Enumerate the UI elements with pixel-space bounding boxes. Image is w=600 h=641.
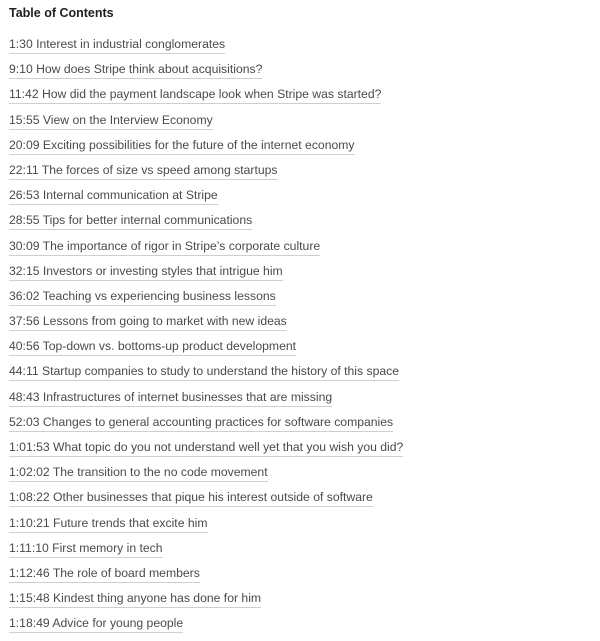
toc-link[interactable]: 11:42 How did the payment landscape look when Stripe was started? [9,87,381,104]
toc-item [9,338,591,363]
toc-link[interactable]: 9:10 How does Stripe think about acquisitions? [9,62,262,79]
toc-link[interactable]: 1:01:53 What topic do you not understand well yet that you wish you did? [9,440,403,457]
toc-link[interactable]: 37:56 Lessons from going to market with new ideas [9,314,287,331]
toc-item [9,615,591,640]
toc-item [9,187,591,212]
toc-link[interactable]: 30:09 The importance of rigor in Stripe’s corporate culture [9,239,320,256]
toc-item [9,86,591,111]
toc-link[interactable]: 32:15 Investors or investing styles that intrigue him [9,264,283,281]
toc-link[interactable]: 52:03 Changes to general accounting practices for software companies [9,415,393,432]
toc-item [9,313,591,338]
toc-item [9,439,591,464]
toc-item [9,36,591,61]
toc-item [9,238,591,263]
toc-item [9,414,591,439]
toc-item [9,137,591,162]
toc-item [9,540,591,565]
toc-item [9,112,591,137]
toc-item [9,363,591,388]
toc-link[interactable]: 36:02 Teaching vs experiencing business lessons [9,289,276,306]
toc-link[interactable]: 1:10:21 Future trends that excite him [9,516,208,533]
toc-link[interactable]: 26:53 Internal communication at Stripe [9,188,218,205]
toc-link[interactable]: 48:43 Infrastructures of internet businesses that are missing [9,390,332,407]
toc-item [9,389,591,414]
toc-link[interactable]: 1:08:22 Other businesses that pique his interest outside of software [9,490,373,507]
toc-item [9,263,591,288]
toc-item [9,288,591,313]
toc-list [9,36,591,641]
toc-item [9,212,591,237]
toc-link[interactable]: 28:55 Tips for better internal communications [9,213,252,230]
toc-item [9,565,591,590]
toc-link[interactable]: 20:09 Exciting possibilities for the future of the internet economy [9,138,355,155]
toc-link[interactable]: 1:02:02 The transition to the no code movement [9,465,268,482]
toc-link[interactable]: 1:18:49 Advice for young people [9,616,183,633]
toc-title: Table of Contents [9,6,114,20]
toc-item [9,162,591,187]
toc-link[interactable]: 40:56 Top-down vs. bottoms-up product development [9,339,296,356]
toc-link[interactable]: 15:55 View on the Interview Economy [9,113,213,130]
toc-link[interactable]: 22:11 The forces of size vs speed among startups [9,163,278,180]
toc-item [9,515,591,540]
toc-link[interactable]: 1:12:46 The role of board members [9,566,200,583]
toc-link[interactable]: 1:15:48 Kindest thing anyone has done for him [9,591,261,608]
toc-link[interactable]: 44:11 Startup companies to study to understand the history of this space [9,364,399,381]
toc-item [9,464,591,489]
toc-link[interactable]: 1:11:10 First memory in tech [9,541,163,558]
toc-item [9,489,591,514]
toc-item [9,590,591,615]
toc-link[interactable]: 1:30 Interest in industrial conglomerates [9,37,225,54]
toc-item [9,61,591,86]
